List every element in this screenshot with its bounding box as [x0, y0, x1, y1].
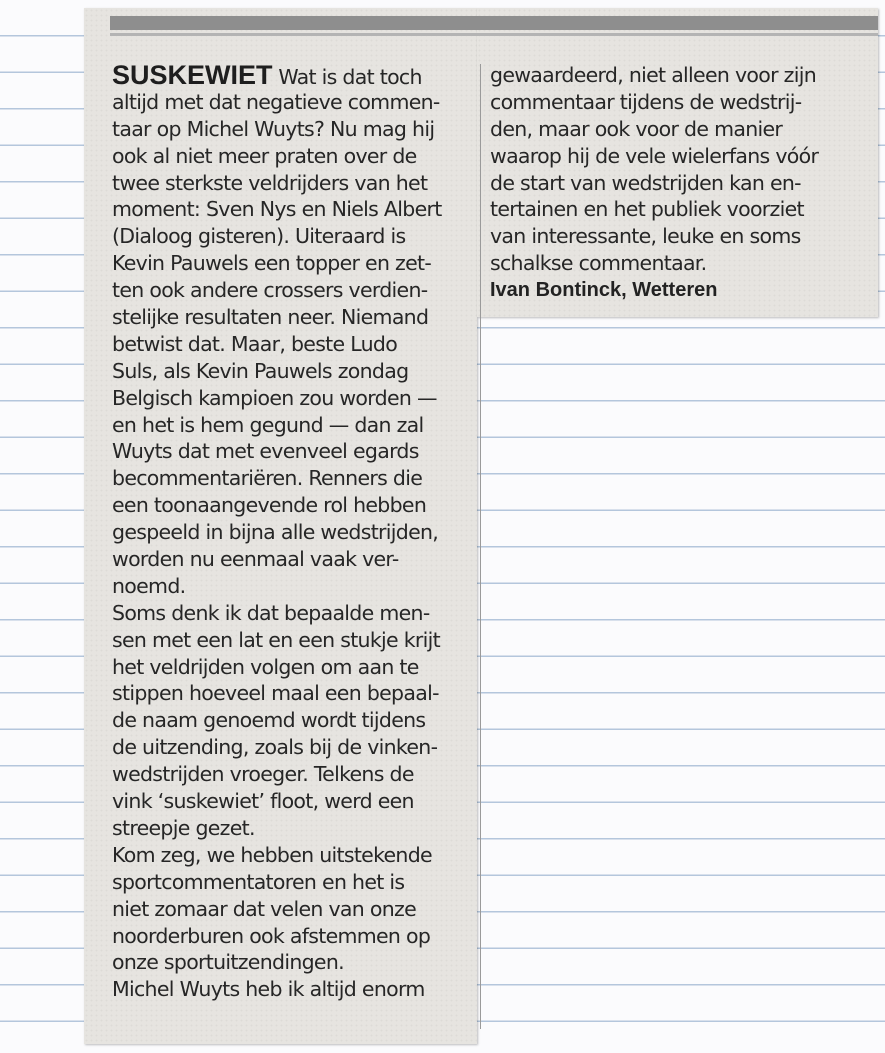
article-heading: SUSKEWIET — [112, 60, 273, 90]
article-left-column — [112, 62, 474, 1003]
article-line: Belgisch kampioen zou worden — — [112, 385, 437, 410]
article-line: vink ‘suskewiet’ floot, werd een — [112, 789, 414, 814]
article-line: wedstrijden vroeger. Telkens de — [112, 762, 414, 787]
article-line: gewaardeerd, niet alleen voor zijn — [490, 63, 816, 87]
article-line: sportcommentatoren en het is — [112, 869, 405, 894]
article-line: taar op Michel Wuyts? Nu mag hij — [112, 116, 435, 141]
article-line: streepje gezet. — [112, 815, 255, 840]
article-line: Michel Wuyts heb ik altijd enorm — [112, 977, 425, 1002]
article-line: Soms denk ik dat bepaalde men- — [112, 600, 430, 625]
article-line: ook al niet meer praten over de — [112, 143, 417, 168]
article-line: sen met een lat en een stukje krijt — [112, 627, 440, 652]
article-line: noemd. — [112, 573, 186, 598]
article-line: niet zomaar dat velen van onze — [112, 896, 416, 921]
article-line: noorderburen ook afstemmen op — [112, 923, 431, 948]
article-line: en het is hem gegund — dan zal — [112, 412, 424, 437]
article-signature: Ivan Bontinck, Wetteren — [490, 279, 718, 302]
column-divider — [480, 64, 481, 1029]
article-line: de naam genoemd wordt tijdens — [112, 708, 426, 733]
article-line: onze sportuitzendingen. — [112, 950, 344, 975]
article-line: altijd met dat negatieve commen- — [112, 89, 440, 114]
article-line: tertainen en het publiek voorziet — [490, 197, 804, 222]
article-line: (Dialoog gisteren). Uiteraard is — [112, 224, 406, 249]
article-line: den, maar ook voor de manier — [490, 116, 783, 141]
header-rule-thin — [110, 33, 878, 36]
article-line: een toonaangevende rol hebben — [112, 493, 427, 518]
article-line-text: Wat is dat toch — [272, 65, 422, 89]
article-line: waarop hij de vele wielerfans vóór — [490, 143, 819, 168]
article-line: betwist dat. Maar, beste Ludo — [112, 331, 398, 356]
article-line: ten ook andere crossers verdien- — [112, 278, 428, 303]
article-line: stelijke resultaten neer. Niemand — [112, 305, 429, 330]
article-line: Kevin Pauwels een topper en zet- — [112, 251, 432, 276]
article-line: commentaar tijdens de wedstrij- — [490, 89, 802, 114]
article-line: Wuyts dat met evenveel egards — [112, 439, 419, 464]
article-line: de start van wedstrijden kan en- — [490, 170, 801, 195]
article-line: Kom zeg, we hebben uitstekende — [112, 842, 432, 867]
header-rule — [110, 16, 878, 30]
article-line: Suls, als Kevin Pauwels zondag — [112, 358, 409, 383]
article-line: moment: Sven Nys en Niels Albert — [112, 197, 442, 222]
article-line: de uitzending, zoals bij de vinken- — [112, 735, 438, 760]
article-line: schalkse commentaar. — [490, 251, 707, 276]
article-line — [112, 62, 474, 89]
article-line: stippen hoeveel maal een bepaal- — [112, 681, 439, 706]
article-line: gespeeld in bijna alle wedstrijden, — [112, 520, 439, 545]
article-line: het veldrijden volgen om aan te — [112, 654, 419, 679]
article-line: worden nu eenmaal vaak ver- — [112, 547, 399, 572]
article-line: twee sterkste veldrijders van het — [112, 170, 428, 195]
article-line: van interessante, leuke en soms — [490, 224, 801, 249]
article-right-column — [490, 62, 870, 304]
article-line: becommentariëren. Renners die — [112, 466, 423, 491]
